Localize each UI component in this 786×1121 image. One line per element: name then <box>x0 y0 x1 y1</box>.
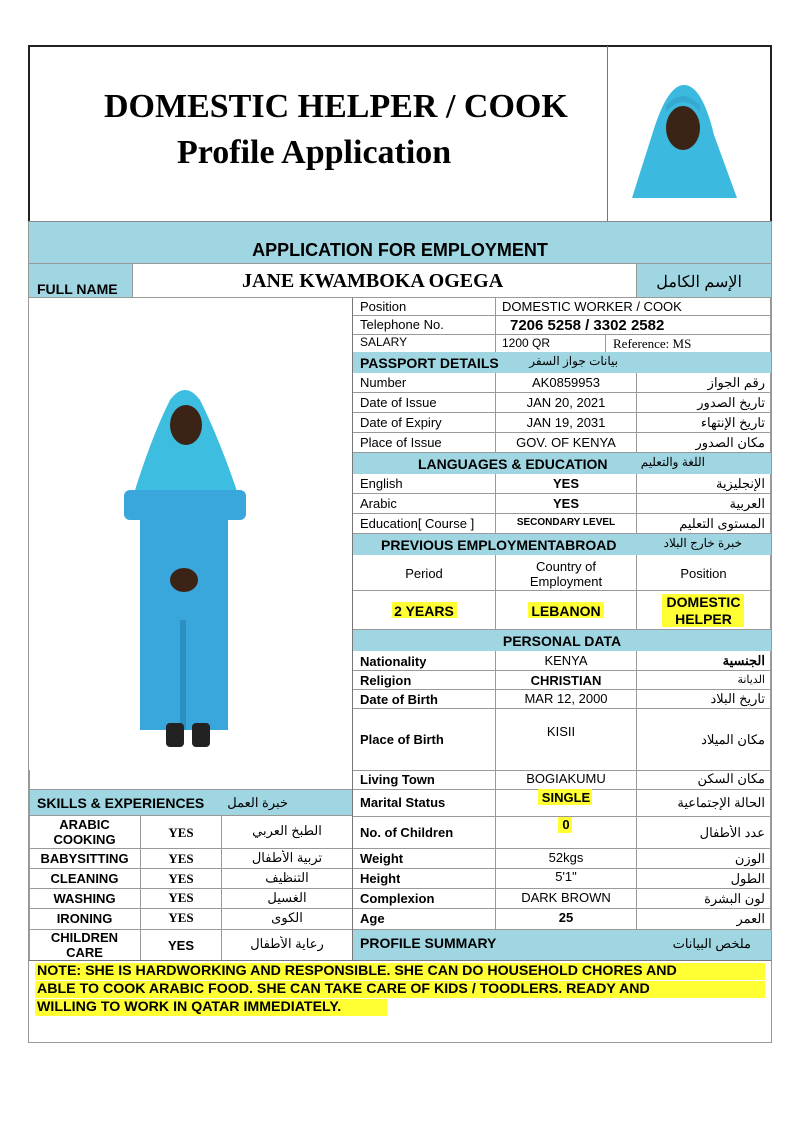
arabic-label: Arabic <box>360 496 397 511</box>
passport-number-value: AK0859953 <box>532 375 600 390</box>
passport-expiry-value: JAN 19, 2031 <box>526 415 606 430</box>
skill-ironing: IRONING <box>56 911 113 926</box>
weight-label-ar: الوزن <box>734 851 765 866</box>
passport-place-value: GOV. OF KENYA <box>516 435 616 450</box>
nationality-label: Nationality <box>360 654 427 669</box>
telephone-value: 7206 5258 / 3302 2582 <box>510 317 665 334</box>
complexion-label-ar: لون البشرة <box>704 891 765 906</box>
skill-ironing-value: YES <box>168 910 194 925</box>
marital-label: Marital Status <box>360 795 446 810</box>
skills-title-ar: خبرة العمل <box>227 795 288 810</box>
passport-number-label-ar: رقم الجواز <box>707 375 765 390</box>
religion-label: Religion <box>360 673 412 688</box>
skill-children-care-2: CARE <box>66 945 103 960</box>
passport-title: PASSPORT DETAILS <box>360 355 499 371</box>
dob-label: Date of Birth <box>360 692 438 707</box>
form-title: APPLICATION FOR EMPLOYMENT <box>252 240 548 260</box>
pob-label: Place of Birth <box>360 732 444 747</box>
weight-label: Weight <box>360 851 404 866</box>
previous-position-2: HELPER <box>675 611 732 627</box>
english-label: English <box>360 476 403 491</box>
children-value: 0 <box>562 817 570 832</box>
previous-position-1: DOMESTIC <box>666 594 741 610</box>
skill-arabic-cooking-1: ARABIC <box>59 817 110 832</box>
skill-children-care-value: YES <box>167 938 194 953</box>
salary-value: 1200 QR <box>502 336 551 350</box>
header-title: DOMESTIC HELPER / COOK <box>104 88 568 125</box>
skill-washing-value: YES <box>168 890 194 905</box>
skill-cleaning-value: YES <box>168 871 194 886</box>
reference: Reference: MS <box>613 336 692 351</box>
languages-title: LANGUAGES & EDUCATION <box>418 456 608 472</box>
skill-children-care-ar: رعاية الأطفال <box>250 936 324 951</box>
height-label: Height <box>360 871 401 886</box>
position-value: DOMESTIC WORKER / COOK <box>502 299 682 314</box>
summary-note-1: NOTE: SHE IS HARDWORKING AND RESPONSIBLE. SHE CAN DO HOUSEHOLD CHORES AND <box>37 963 677 979</box>
complexion-label: Complexion <box>360 891 435 906</box>
passport-expiry-label: Date of Expiry <box>360 415 442 430</box>
marital-value: SINGLE <box>541 790 591 805</box>
skills-title: SKILLS & EXPERIENCES <box>37 795 205 811</box>
full-name-label-ar: الإسم الكامل <box>656 274 742 291</box>
headshot-photo <box>622 80 742 200</box>
summary-note-2: ABLE TO COOK ARABIC FOOD. SHE CAN TAKE CARE OF KIDS / TOODLERS. READY AND <box>37 981 650 997</box>
summary-note-3: WILLING TO WORK IN QATAR IMMEDIATELY. <box>37 999 342 1015</box>
telephone-label: Telephone No. <box>360 317 444 332</box>
previous-title: PREVIOUS EMPLOYMENTABROAD <box>381 537 617 553</box>
arabic-value: YES <box>552 496 579 511</box>
personal-title: PERSONAL DATA <box>502 633 622 649</box>
english-label-ar: الإنجليزية <box>715 476 765 491</box>
dob-label-ar: تاريخ البلاد <box>710 691 765 706</box>
age-label-ar: العمر <box>736 911 765 926</box>
skill-arabic-cooking-2: COOKING <box>53 832 116 847</box>
passport-expiry-label-ar: تاريخ الإنتهاء <box>700 415 765 430</box>
summary-title-ar: ملخص البيانات <box>672 936 751 951</box>
passport-number-label: Number <box>360 375 407 390</box>
education-value: SECONDARY LEVEL <box>516 517 616 528</box>
marital-label-ar: الحالة الإجتماعية <box>677 795 765 810</box>
col-period: Period <box>405 566 443 581</box>
pob-value: KISII <box>546 724 576 739</box>
languages-title-ar: اللغة والتعليم <box>640 455 705 469</box>
religion-value: CHRISTIAN <box>530 673 602 688</box>
skill-cleaning-ar: التنظيف <box>265 870 309 885</box>
previous-country: LEBANON <box>531 603 601 619</box>
town-label: Living Town <box>360 772 435 787</box>
passport-issue-label-ar: تاريخ الصدور <box>697 395 765 410</box>
position-label: Position <box>360 299 407 314</box>
height-label-ar: الطول <box>730 871 765 886</box>
col-position: Position <box>680 566 727 581</box>
previous-title-ar: خبرة خارج البلاد <box>663 536 742 550</box>
col-country-1: Country of <box>536 559 596 574</box>
full-name-value: JANE KWAMBOKA OGEGA <box>242 270 504 292</box>
nationality-value: KENYA <box>544 653 588 668</box>
passport-issue-label: Date of Issue <box>360 395 437 410</box>
pob-label-ar: مكان الميلاد <box>701 732 765 747</box>
town-label-ar: مكان السكن <box>697 771 765 786</box>
full-body-photo <box>110 380 260 750</box>
religion-label-ar: الديانة <box>737 674 765 686</box>
age-value: 25 <box>558 910 574 925</box>
skill-arabic-cooking-ar: الطبخ العربي <box>252 823 322 838</box>
dob-value: MAR 12, 2000 <box>524 691 608 706</box>
nationality-label-ar: الجنسية <box>722 653 765 668</box>
arabic-label-ar: العربية <box>729 496 765 511</box>
passport-place-label: Place of Issue <box>360 435 442 450</box>
header-subtitle: Profile Application <box>177 134 452 171</box>
full-name-label: FULL NAME <box>37 281 118 297</box>
age-label: Age <box>360 911 385 926</box>
previous-period: 2 YEARS <box>394 603 454 619</box>
skill-babysitting-value: YES <box>168 851 194 866</box>
skill-babysitting-ar: تربية الأطفال <box>251 850 323 865</box>
height-value: 5'1" <box>555 869 577 884</box>
education-label-ar: المستوى التعليم <box>679 516 765 531</box>
skill-babysitting: BABYSITTING <box>40 851 129 866</box>
skill-washing-ar: الغسيل <box>267 890 307 905</box>
education-label: Education[ Course ] <box>360 516 475 531</box>
passport-place-label-ar: مكان الصدور <box>695 435 765 450</box>
complexion-value: DARK BROWN <box>521 890 611 905</box>
skill-arabic-cooking-value: YES <box>168 825 194 840</box>
weight-value: 52kgs <box>548 850 584 865</box>
skill-children-care-1: CHILDREN <box>50 930 119 945</box>
summary-title: PROFILE SUMMARY <box>360 935 497 951</box>
children-label: No. of Children <box>360 825 454 840</box>
salary-label: SALARY <box>360 335 408 349</box>
passport-title-ar: بيانات جواز السفر <box>529 354 618 368</box>
english-value: YES <box>552 476 579 491</box>
children-label-ar: عدد الأطفال <box>699 825 765 840</box>
skill-cleaning: CLEANING <box>50 871 119 886</box>
town-value: BOGIAKUMU <box>526 771 606 786</box>
skill-ironing-ar: الكوى <box>271 910 303 925</box>
passport-issue-value: JAN 20, 2021 <box>526 395 606 410</box>
col-country-2: Employment <box>529 574 603 589</box>
skill-washing: WASHING <box>53 891 116 906</box>
